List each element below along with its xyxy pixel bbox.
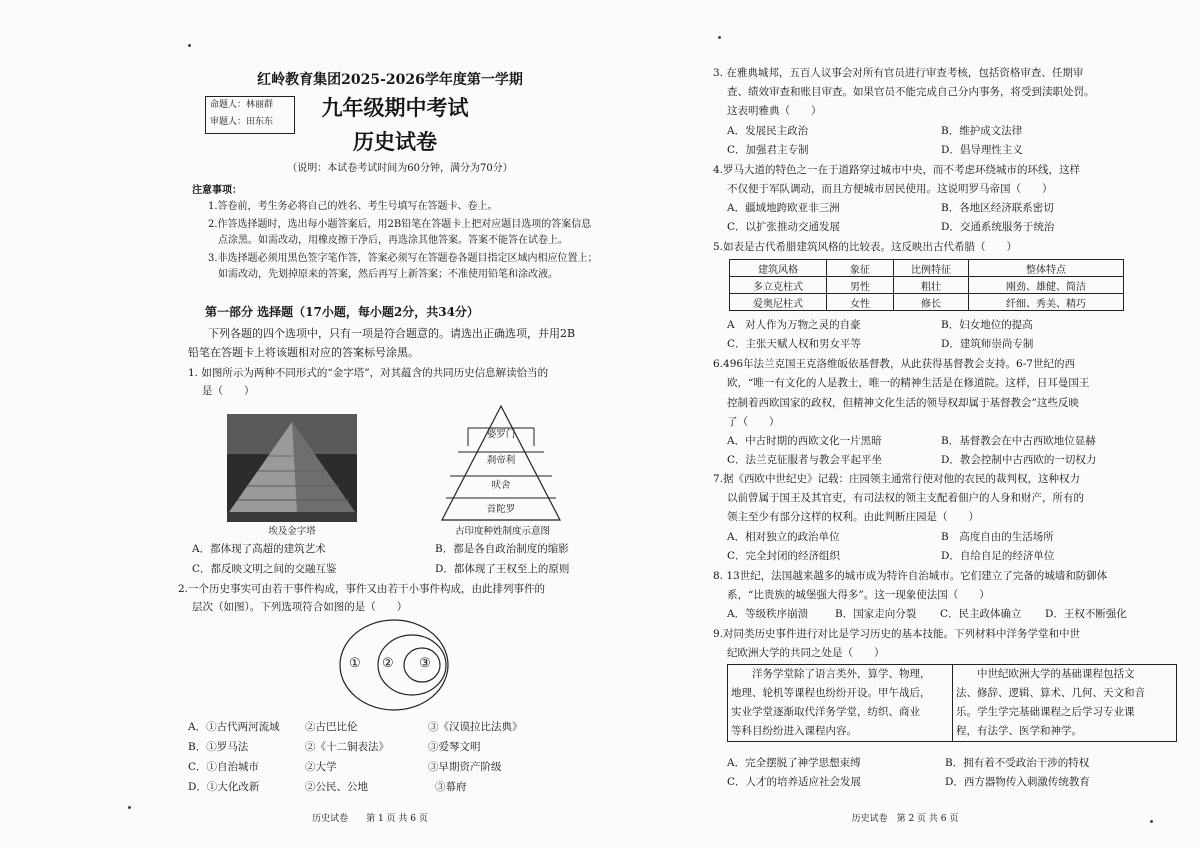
caste-caption: 古印度种姓制度示意图 [454, 526, 550, 537]
q7-stem: 以前曾属于国王及其官吏，有司法权的领主支配着佃户的人身和财产，所有的 [727, 492, 1084, 504]
q2-option-c: ③早期资产阶级 [428, 761, 502, 773]
q6-stem: 欧，“唯一有文化的人是教士，唯一的精神生活是在修道院。这样，日耳曼国王 [727, 377, 1090, 389]
q5-option: D．建筑师崇尚专制 [941, 338, 1034, 350]
q8-option: D．王权不断强化 [1045, 608, 1127, 620]
q4-stem: 4.罗马大道的特色之一在于道路穿过城市中央，而不考虑环绕城市的环线，这样 [713, 164, 1081, 176]
university-material-cell [953, 665, 1177, 742]
table-cell: 刚劲、雄健、简洁 [969, 277, 1124, 294]
table-cell: 爱奥尼柱式 [730, 294, 827, 311]
q3-option: B．维护成文法律 [941, 125, 1023, 137]
pyramid-photo [227, 414, 357, 522]
circle-label: ② [382, 656, 394, 671]
q2-option-a: ②古巴比伦 [305, 721, 358, 733]
exam-note: （说明：本试卷考试时间为60分钟，满分为70分） [287, 163, 513, 174]
q4-stem: 不仅便于军队调动，而且方便城市居民使用。这说明罗马帝国（ ） [727, 183, 1053, 195]
table-header-row [730, 260, 1124, 277]
page-2 [705, 0, 1165, 848]
q6-stem: 了（ ） [727, 416, 780, 428]
page-footer: 历史试卷 第 2 页 共 6 页 [851, 814, 959, 824]
material-line: 程，有法学、医学和神学。 [956, 725, 1082, 737]
q7-option: C．完全封闭的经济组织 [727, 550, 841, 562]
author-line: 命题人：林丽群 [210, 100, 274, 110]
rule-line: 点涂黑。如需改动，用橡皮擦干净后，再选涂其他答案。答案不能答在试卷上。 [218, 235, 568, 246]
q2-stem: 层次（如图）。下列选项符合如图的是（ ） [192, 601, 408, 613]
material-line: 地理、轮机等课程也纷纷开设。甲午战后， [731, 687, 931, 699]
caste-level: 刹帝利 [486, 455, 516, 466]
q3-option: A．发展民主政治 [727, 125, 809, 137]
school-header: 红岭教育集团2025-2026学年度第一学期 [257, 72, 523, 88]
q3-option: C．加强君主专制 [727, 144, 809, 156]
exam-subtitle: 历史试卷 [353, 129, 437, 154]
q6-option: A．中古时期的西欧文化一片黑暗 [727, 435, 882, 447]
q9-option: C．人才的培养适应社会发展 [727, 776, 862, 788]
q2-stem: 2.一个历史事实可由若干事件构成，事件又由若干小事件构成，由此排列事件的 [178, 583, 546, 595]
q2-option-a: ③《汉谟拉比法典》 [428, 721, 523, 733]
q3-stem: 这表明雅典（ ） [727, 105, 822, 117]
q2-option-b: ③爱琴文明 [428, 741, 481, 753]
q4-option: C．以扩张推动交通发展 [727, 221, 841, 233]
part-title: 第一部分 选择题（17小题，每小题2分，共34分） [205, 305, 479, 319]
material-line: 乐。学生学完基础课程之后学习专业课 [956, 706, 1135, 718]
scan-speck [718, 36, 721, 39]
q1-stem: 是（ ） [202, 385, 255, 397]
authors-box [205, 96, 295, 134]
table-cell: 男性 [827, 277, 894, 294]
page-footer: 历史试卷 第 1 页 共 6 页 [312, 814, 428, 824]
q8-option: B．国家走向分裂 [835, 608, 917, 620]
q8-stem: 系，“比贵族的城堡强大得多”。这一现象使法国（ ） [727, 589, 990, 601]
q1-option: A．都体现了高超的建筑艺术 [192, 543, 326, 555]
q4-option: A．疆域地跨欧亚非三洲 [727, 202, 840, 214]
q7-option: A．相对独立的政治单位 [727, 531, 840, 543]
q8-option: C．民主政体确立 [940, 608, 1022, 620]
rule-line: 1.答卷前，考生务必将自己的姓名、考生号填写在答题卡、卷上。 [208, 201, 498, 212]
material-line: 中世纪欧洲大学的基础课程包括文 [956, 668, 1135, 680]
q2-option-d: D．①大化改新 [188, 781, 260, 793]
q3-option: D．倡导理性主义 [941, 144, 1023, 156]
q2-option-d: ②公民、公地 [305, 781, 368, 793]
rule-line: 如需改动，先划掉原来的答案，然后再写上新答案；不准使用铅笔和涂改液。 [218, 269, 558, 280]
q7-stem: 领主至少有部分这样的权利。由此判断庄园是（ ） [727, 511, 979, 523]
table-cell: 纤细、秀美、精巧 [969, 294, 1124, 311]
table-row [730, 277, 1124, 294]
table-header: 比例特征 [894, 260, 969, 277]
table-header: 象征 [827, 260, 894, 277]
q7-option: B 高度自由的生活场所 [941, 531, 1054, 543]
q5-option: C．主张天赋人权和男女平等 [727, 338, 862, 350]
q7-stem: 7.据《西欧中世纪史》记载：庄园领主通常行使对他的农民的裁判权，这种权力 [713, 473, 1081, 485]
material-line: 等科目纷纷进入课程内容。 [731, 725, 857, 737]
q1-stem: 1. 如图所示为两种不同形式的“金字塔”，对其蕴含的共同历史信息解读恰当的 [188, 367, 549, 379]
table-cell: 多立克柱式 [730, 277, 827, 294]
q7-option: D．自给自足的经济单位 [941, 550, 1055, 562]
q6-option: C．法兰克征服者与教会平起平坐 [727, 454, 883, 466]
table-row [730, 294, 1124, 311]
q9-option: B．拥有着不受政治干涉的特权 [945, 757, 1090, 769]
exam-title: 九年级期中考试 [321, 95, 469, 120]
q1-option: D．都体现了王权至上的原则 [435, 563, 570, 575]
school-material-cell [728, 665, 953, 742]
circle-label: ① [349, 656, 361, 671]
caste-level: 婆罗门 [486, 429, 516, 440]
q4-option: B．各地区经济联系密切 [941, 202, 1054, 214]
q2-option-b: B．①罗马法 [188, 741, 249, 753]
comparison-row [728, 665, 1177, 742]
q2-option-c: C．①自治城市 [188, 761, 260, 773]
q1-option: B．都是各自政治制度的缩影 [435, 543, 569, 555]
reviewer-line: 审题人：田东东 [210, 117, 274, 127]
q9-option: D．西方器物传入刺激传统教育 [945, 776, 1090, 788]
scan-speck [128, 806, 131, 809]
q6-option: B．基督教会在中古西欧地位显赫 [941, 435, 1096, 447]
q2-option-a: A．①古代两河流域 [188, 721, 280, 733]
q6-stem: 控制着西欧国家的政权，但精神文化生活的领导权却属于基督教会”这些反映 [727, 397, 1079, 409]
table-header: 整体特点 [969, 260, 1124, 277]
material-line: 法、修辞、逻辑、算术、几何、天文和音 [956, 687, 1145, 699]
scan-speck [1150, 820, 1153, 823]
table-header: 建筑风格 [730, 260, 827, 277]
q9-option: A．完全摆脱了神学思想束缚 [727, 757, 861, 769]
material-line: 洋务学堂除了语言类外，算学、物理， [731, 668, 931, 680]
photo-caption: 埃及金字塔 [268, 526, 316, 537]
comparison-table [727, 664, 1177, 742]
q2-option-d: ③幕府 [435, 781, 467, 793]
q5-option: B．妇女地位的提高 [941, 319, 1033, 331]
caste-level: 吠舍 [491, 480, 511, 491]
q9-stem: 9.对同类历史事件进行对比是学习历史的基本技能。下列材料中洋务学堂和中世 [713, 628, 1081, 640]
table-cell: 修长 [894, 294, 969, 311]
q4-option: D．交通系统服务于统治 [941, 221, 1055, 233]
q6-option: D．教会控制中古西欧的一切权力 [941, 454, 1097, 466]
attention-heading: 注意事项： [192, 185, 242, 196]
q9-stem: 纪欧洲大学的共同之处是（ ） [727, 647, 885, 659]
rule-line: 3.非选择题必须用黑色签字笔作答，答案必须写在答题卷各题目指定区域内相应位置上； [208, 253, 598, 264]
q3-stem: 3. 在雅典城邦，五百人议事会对所有官员进行审查考核，包括资格审查、任期审 [713, 67, 1084, 79]
page-1 [150, 0, 620, 848]
architecture-table [729, 259, 1124, 311]
table-cell: 女性 [827, 294, 894, 311]
caste-level: 首陀罗 [486, 504, 516, 515]
scan-speck [188, 44, 191, 47]
q6-stem: 6.496年法兰克国王克洛维皈依基督教，从此获得基督教会支持。6-7世纪的西 [713, 358, 1075, 370]
q2-option-b: ②《十二铜表法》 [305, 741, 389, 753]
table-cell: 粗壮 [894, 277, 969, 294]
q2-option-c: ②大学 [305, 761, 337, 773]
q8-option: A．等级秩序崩溃 [727, 608, 809, 620]
q5-option: A 对人作为万物之灵的自豪 [727, 319, 861, 331]
q8-stem: 8. 13世纪，法国越来越多的城市成为特许自治城市。它们建立了完备的城墙和防御体 [713, 570, 1108, 582]
part-desc: 下列各题的四个选项中，只有一项是符合题意的。请选出正确选项，并用2B [208, 327, 576, 340]
circle-label: ③ [419, 656, 431, 671]
q1-option: C．都反映文明之间的交融互鉴 [192, 563, 337, 575]
q3-stem: 查、绩效审查和账目审查。如果官员不能完成自己分内事务，将受到渎职处罚。 [727, 86, 1095, 98]
rule-line: 2.作答选择题时，选出每小题答案后，用2B铅笔在答题卡上把对应题目选项的答案信息 [208, 219, 592, 230]
q5-stem: 5.如表是古代希腊建筑风格的比较表。这反映出古代希腊（ ） [713, 241, 1018, 253]
part-desc: 铅笔在答题卡上将该题相对应的答案标号涂黑。 [188, 346, 419, 359]
material-line: 实业学堂逐渐取代洋务学堂，纺织、商业 [731, 706, 920, 718]
